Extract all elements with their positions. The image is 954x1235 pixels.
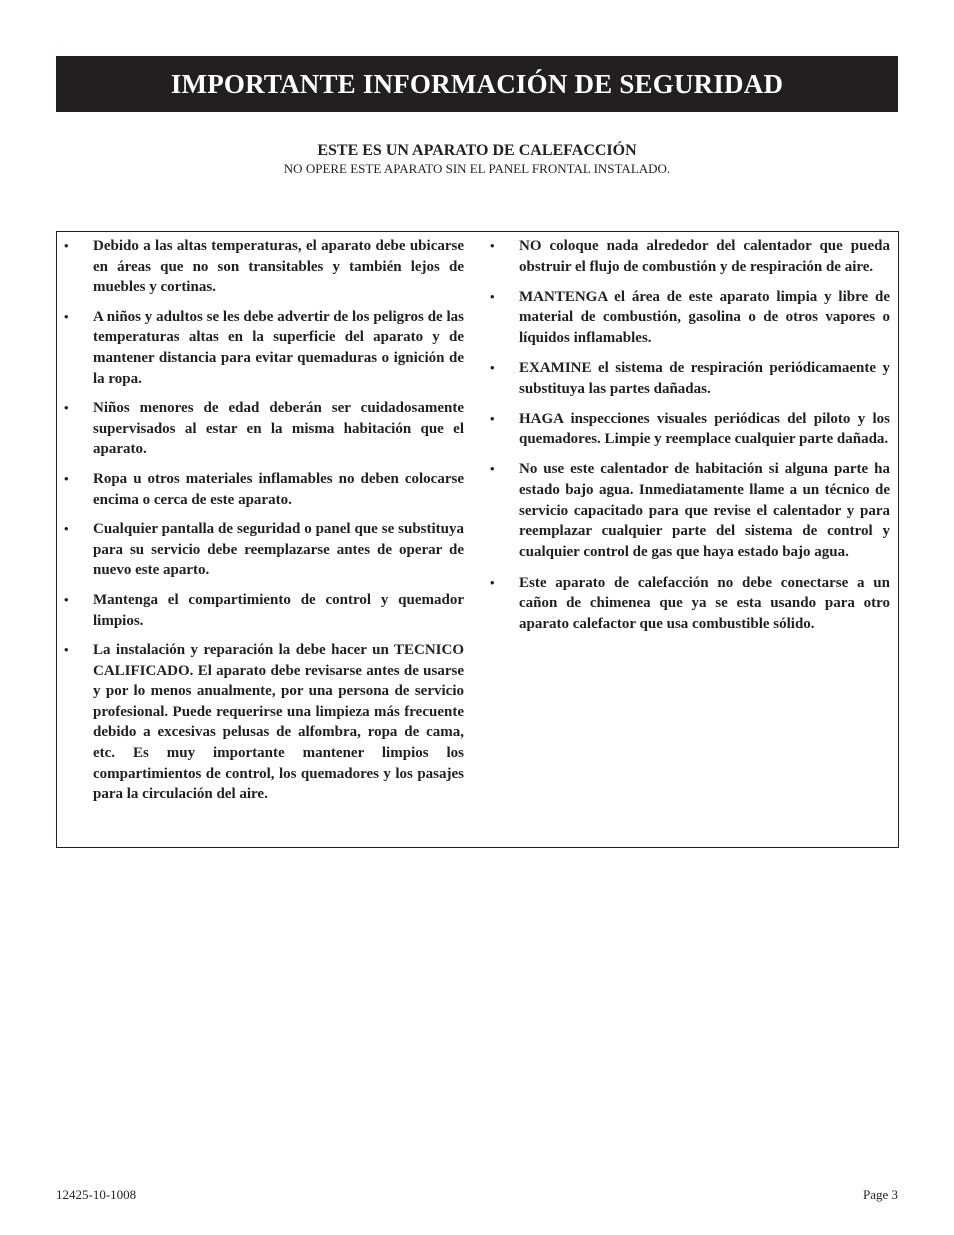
bullet-icon: • bbox=[490, 574, 495, 590]
list-item bbox=[64, 469, 464, 510]
list-item-text: Niños menores de edad deberán ser cuidadosamente supervisados al estar en la misma habitación que el aparato. bbox=[93, 400, 464, 458]
bullet-icon: • bbox=[490, 359, 495, 375]
bullet-icon: • bbox=[64, 400, 69, 416]
right-column bbox=[490, 236, 890, 644]
list-item bbox=[64, 398, 464, 460]
bullet-icon: • bbox=[490, 461, 495, 477]
bullet-icon: • bbox=[64, 470, 69, 486]
list-item-text: Ropa u otros materiales inflamables no deben colocarse encima o cerca de este aparato. bbox=[93, 470, 464, 508]
left-column bbox=[64, 236, 464, 814]
heading-main: ESTE ES UN APARATO DE CALEFACCIÓN bbox=[317, 142, 637, 159]
list-item-text: La instalación y reparación la debe hacer un TECNICO CALIFICADO. El aparato debe revisarse antes de usarse y por lo menos anualmente, por una persona de servicio profesional. Puede requerirse una limpieza más frecuente debido a excesivas pelusas de alfombra, ropa de cama, etc. Es muy importante mantener limpios los compartimientos de control, los quemadores y los pasajes para la circulación del aire. bbox=[93, 642, 464, 803]
list-item bbox=[490, 236, 890, 277]
list-item-text: Mantenga el compartimiento de control y quemador limpios. bbox=[93, 591, 464, 629]
list-item bbox=[490, 459, 890, 562]
list-item bbox=[64, 236, 464, 298]
list-item-text: Debido a las altas temperaturas, el aparato debe ubicarse en áreas que no son transitables y también lejos de muebles y cortinas. bbox=[93, 238, 464, 296]
safety-box bbox=[56, 231, 899, 848]
page-title: IMPORTANTE INFORMACIÓN DE SEGURIDAD bbox=[170, 68, 784, 99]
list-item bbox=[64, 590, 464, 631]
list-item-text: A niños y adultos se les debe advertir de los peligros de las temperaturas altas en la superficie del aparato y de mantener distancia para evitar quemaduras o ignición de la ropa. bbox=[93, 308, 464, 387]
bullet-icon: • bbox=[64, 521, 69, 537]
page-number: Page 3 bbox=[862, 1187, 898, 1202]
list-item bbox=[490, 358, 890, 399]
list-item bbox=[490, 573, 890, 635]
list-item bbox=[64, 519, 464, 581]
title-banner bbox=[56, 56, 898, 112]
list-item-text: No use este calentador de habitación si alguna parte ha estado bajo agua. Inmediatamente llame a un técnico de servicio capacitado para que revise el calentador y para reemplazar cualquier parte del sistema de control y cualquier control de gas que haya estado bajo agua. bbox=[519, 461, 890, 560]
bullet-icon: • bbox=[64, 308, 69, 324]
list-item-text: NO coloque nada alrededor del calentador que pueda obstruir el flujo de combustión y de respiración de aire. bbox=[519, 238, 890, 275]
list-item bbox=[64, 307, 464, 389]
list-item bbox=[490, 287, 890, 349]
list-item-text: HAGA inspecciones visuales periódicas del piloto y los quemadores. Limpie y reemplace cualquier parte dañada. bbox=[519, 410, 890, 448]
bullet-icon: • bbox=[490, 288, 495, 304]
bullet-icon: • bbox=[64, 642, 69, 658]
bullet-icon: • bbox=[490, 238, 495, 253]
heading-sub: NO OPERE ESTE APARATO SIN EL PANEL FRONTAL INSTALADO. bbox=[283, 161, 671, 176]
list-item bbox=[64, 640, 464, 805]
list-item bbox=[490, 409, 890, 450]
list-item-text: EXAMINE el sistema de respiración periódicamaente y substituya las partes dañadas. bbox=[519, 359, 890, 397]
bullet-icon: • bbox=[490, 410, 495, 426]
bullet-icon: • bbox=[64, 238, 69, 253]
list-item-text: Este aparato de calefacción no debe conectarse a un cañon de chimenea que ya se esta usando para otro aparato calefactor que usa combustible sólido. bbox=[519, 574, 890, 632]
list-item-text: MANTENGA el área de este aparato limpia y libre de material de combustión, gasolina o de otros vapores o líquidos inflamables. bbox=[519, 288, 890, 346]
list-item-text: Cualquier pantalla de seguridad o panel que se substituya para su servicio debe reemplazarse antes de operar de nuevo este aparto. bbox=[93, 521, 464, 579]
bullet-icon: • bbox=[64, 591, 69, 607]
document-number: 12425-10-1008 bbox=[56, 1187, 137, 1202]
section-heading bbox=[0, 141, 954, 177]
